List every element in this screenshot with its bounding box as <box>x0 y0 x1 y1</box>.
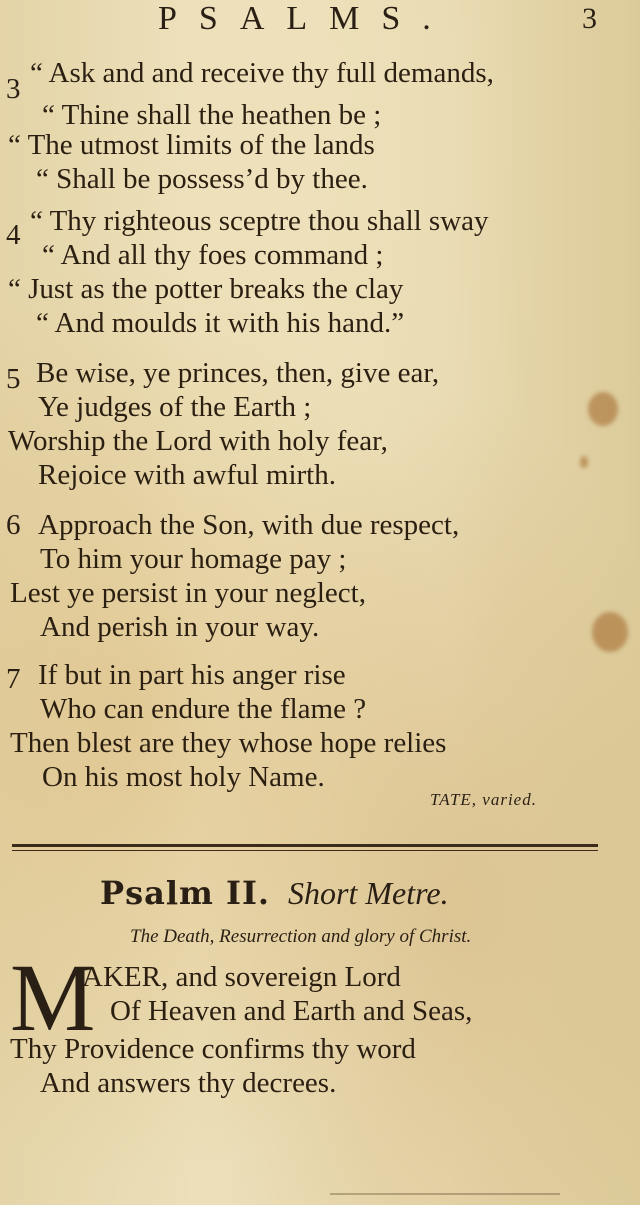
verse-line: “ Ask and and receive thy full demands, <box>30 57 494 89</box>
attribution: TATE, varied. <box>430 790 537 809</box>
section-divider <box>12 844 598 847</box>
verse-line: “ And moulds it with his hand.” <box>36 307 405 339</box>
stanza-number: 3 <box>6 73 21 105</box>
verse-line: “ Thy righteous sceptre thou shall sway <box>30 205 489 237</box>
verse-line: “ Thine shall the heathen be ; <box>42 99 382 131</box>
verse-line: Ye judges of the Earth ; <box>38 391 312 423</box>
bottom-ornament <box>330 1193 560 1195</box>
stanza-number: 6 <box>6 509 21 541</box>
verse-line: Of Heaven and Earth and Seas, <box>110 995 473 1027</box>
verse-line: “ Shall be possess’d by thee. <box>36 163 368 195</box>
drop-cap: M <box>10 944 96 1051</box>
verse-line: Lest ye persist in your neglect, <box>10 577 366 609</box>
stanza-number: 7 <box>6 663 21 695</box>
verse-line: And answers thy decrees. <box>40 1067 337 1099</box>
psalm-metre: Short Metre. <box>288 875 449 911</box>
verse-line: Who can endure the flame ? <box>40 693 367 725</box>
psalm-heading <box>100 874 449 912</box>
verse-line: And perish in your way. <box>40 611 320 643</box>
verse-line: AKER, and sovereign Lord <box>82 961 401 993</box>
verse-line: Approach the Son, with due respect, <box>38 509 460 541</box>
stanza-number: 4 <box>6 219 21 251</box>
psalm-name: Psalm II. <box>100 874 271 912</box>
verse-line: Worship the Lord with holy fear, <box>8 425 388 457</box>
verse-line: Thy Providence confirms thy word <box>10 1033 416 1065</box>
verse-line: “ Just as the potter breaks the clay <box>8 273 404 305</box>
verse-line: On his most holy Name. <box>42 761 325 793</box>
verse-line: Then blest are they whose hope relies <box>10 727 447 759</box>
verse-line: Be wise, ye princes, then, give ear, <box>36 357 440 389</box>
verse-line: “ And all thy foes command ; <box>42 239 384 271</box>
verse-line: Rejoice with awful mirth. <box>38 459 336 491</box>
psalm-subtitle: The Death, Resurrection and glory of Christ. <box>130 926 472 947</box>
page-number: 3 <box>582 2 597 35</box>
verse-line: “ The utmost limits of the lands <box>8 129 375 161</box>
page-header <box>0 0 640 44</box>
running-title: PSALMS. <box>158 0 453 37</box>
stanza-number: 5 <box>6 363 21 395</box>
verse-line: If but in part his anger rise <box>38 659 346 691</box>
verse-line: To him your homage pay ; <box>40 543 347 575</box>
section-divider-thin <box>12 850 598 851</box>
